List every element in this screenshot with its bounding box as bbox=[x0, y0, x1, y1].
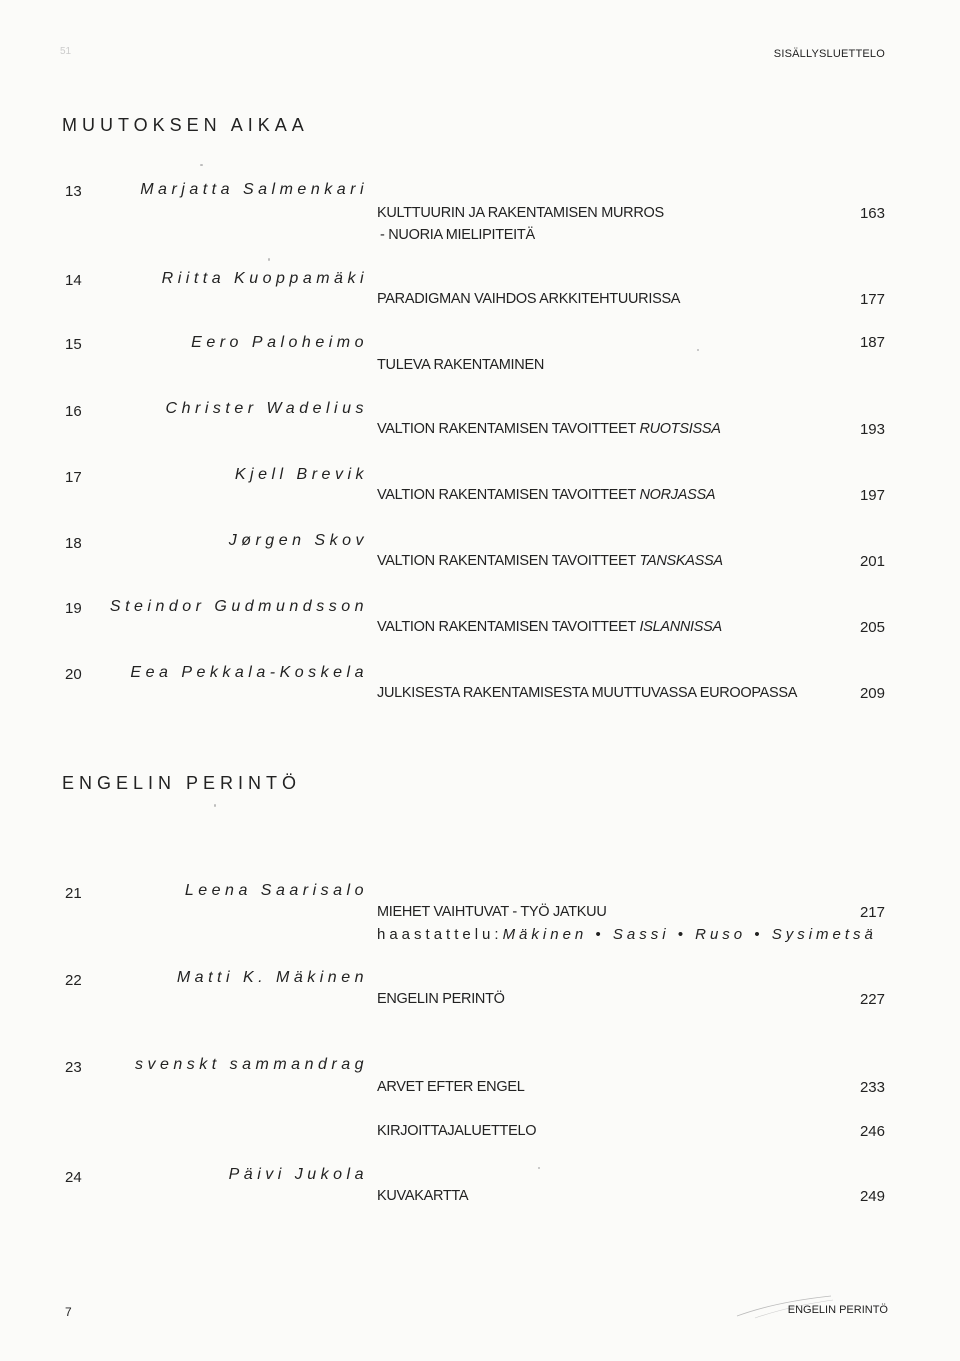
entry-title-main: VALTION RAKENTAMISEN TAVOITTEET bbox=[377, 553, 636, 569]
entry-title: KIRJOITTAJALUETTELO bbox=[377, 1123, 537, 1139]
scan-speck bbox=[214, 804, 216, 807]
entry-number: 18 bbox=[65, 535, 82, 552]
entry-title-country: NORJASSA bbox=[639, 487, 716, 503]
entry-page: 246 bbox=[859, 1123, 885, 1140]
entry-title: KULTTUURIN JA RAKENTAMISEN MURROS bbox=[377, 205, 664, 221]
entry-title: PARADIGMAN VAIHDOS ARKKITEHTUURISSA bbox=[377, 291, 681, 307]
scan-speck bbox=[538, 1167, 540, 1169]
entry-title: MIEHET VAIHTUVAT - TYÖ JATKUU bbox=[377, 904, 607, 920]
footer-running-title: ENGELIN PERINTÖ bbox=[787, 1304, 888, 1316]
entry-page: 227 bbox=[859, 991, 885, 1008]
entry-title bbox=[377, 421, 721, 437]
entry-author: Christer Wadelius bbox=[165, 400, 368, 417]
entry-number: 16 bbox=[65, 403, 82, 420]
section-title-engelin-perinto: ENGELIN PERINTÖ bbox=[62, 773, 302, 793]
entry-page: 177 bbox=[859, 291, 885, 308]
entry-author: Marjatta Salmenkari bbox=[140, 181, 368, 198]
entry-title-country: RUOTSISSA bbox=[639, 421, 721, 437]
scan-speck bbox=[200, 164, 203, 166]
entry-author: Eero Paloheimo bbox=[191, 334, 368, 351]
section-title-muutoksen-aikaa: MUUTOKSEN AIKAA bbox=[62, 115, 309, 135]
entry-title: KUVAKARTTA bbox=[377, 1188, 469, 1204]
entry-page: 205 bbox=[859, 619, 885, 636]
entry-title bbox=[377, 487, 715, 503]
entry-page: 233 bbox=[859, 1079, 885, 1096]
entry-title: ARVET EFTER ENGEL bbox=[377, 1079, 525, 1095]
entry-number: 19 bbox=[65, 600, 82, 617]
entry-author: Eea Pekkala-Koskela bbox=[130, 664, 368, 681]
entry-page: 187 bbox=[859, 334, 885, 351]
entry-page: 201 bbox=[859, 553, 885, 570]
entry-author: Päivi Jukola bbox=[228, 1166, 368, 1183]
entry-title: ENGELIN PERINTÖ bbox=[377, 991, 505, 1007]
entry-title-country: ISLANNISSA bbox=[639, 619, 722, 635]
entry-number: 15 bbox=[65, 336, 82, 353]
entry-page: 209 bbox=[859, 685, 885, 702]
entry-author: Kjell Brevik bbox=[234, 466, 368, 483]
entry-number: 22 bbox=[65, 972, 82, 989]
entry-page: 217 bbox=[859, 904, 885, 921]
entry-page: 197 bbox=[859, 487, 885, 504]
entry-author: Matti K. Mäkinen bbox=[176, 969, 368, 986]
interview-label: haastattelu: bbox=[377, 926, 503, 943]
entry-number: 17 bbox=[65, 469, 82, 486]
footer-page-number: 7 bbox=[65, 1305, 72, 1319]
entry-number: 24 bbox=[65, 1169, 82, 1186]
entry-page: 163 bbox=[859, 205, 885, 222]
interview-names: Mäkinen • Sassi • Ruso • Sysimetsä bbox=[502, 926, 877, 943]
scan-speck bbox=[268, 258, 270, 261]
entry-number: 20 bbox=[65, 666, 82, 683]
scan-speck bbox=[697, 349, 699, 351]
header-page-mark: 51 bbox=[60, 46, 72, 57]
entry-author: Steindor Gudmundsson bbox=[109, 598, 368, 615]
entry-title-main: VALTION RAKENTAMISEN TAVOITTEET bbox=[377, 487, 636, 503]
entry-page: 249 bbox=[859, 1188, 885, 1205]
entry-title bbox=[377, 553, 723, 569]
entry-title-country: TANSKASSA bbox=[639, 553, 723, 569]
entry-author: svenskt sammandrag bbox=[134, 1056, 368, 1073]
entry-page: 193 bbox=[859, 421, 885, 438]
entry-title-main: VALTION RAKENTAMISEN TAVOITTEET bbox=[377, 421, 636, 437]
entry-title bbox=[377, 619, 722, 635]
entry-title: TULEVA RAKENTAMINEN bbox=[377, 357, 544, 373]
entry-title-line2: - NUORIA MIELIPITEITÄ bbox=[380, 227, 535, 243]
entry-number: 21 bbox=[65, 885, 82, 902]
entry-title-main: VALTION RAKENTAMISEN TAVOITTEET bbox=[377, 619, 636, 635]
entry-number: 23 bbox=[65, 1059, 82, 1076]
header-running-title: SISÄLLYSLUETTELO bbox=[773, 48, 885, 60]
entry-author: Jørgen Skov bbox=[228, 532, 368, 549]
entry-title: JULKISESTA RAKENTAMISESTA MUUTTUVASSA EUROOPASSA bbox=[377, 685, 798, 701]
entry-number: 14 bbox=[65, 272, 82, 289]
entry-author: Leena Saarisalo bbox=[184, 882, 368, 899]
entry-interview-line bbox=[377, 926, 877, 943]
entry-author: Riitta Kuoppamäki bbox=[161, 270, 368, 287]
entry-number: 13 bbox=[65, 183, 82, 200]
